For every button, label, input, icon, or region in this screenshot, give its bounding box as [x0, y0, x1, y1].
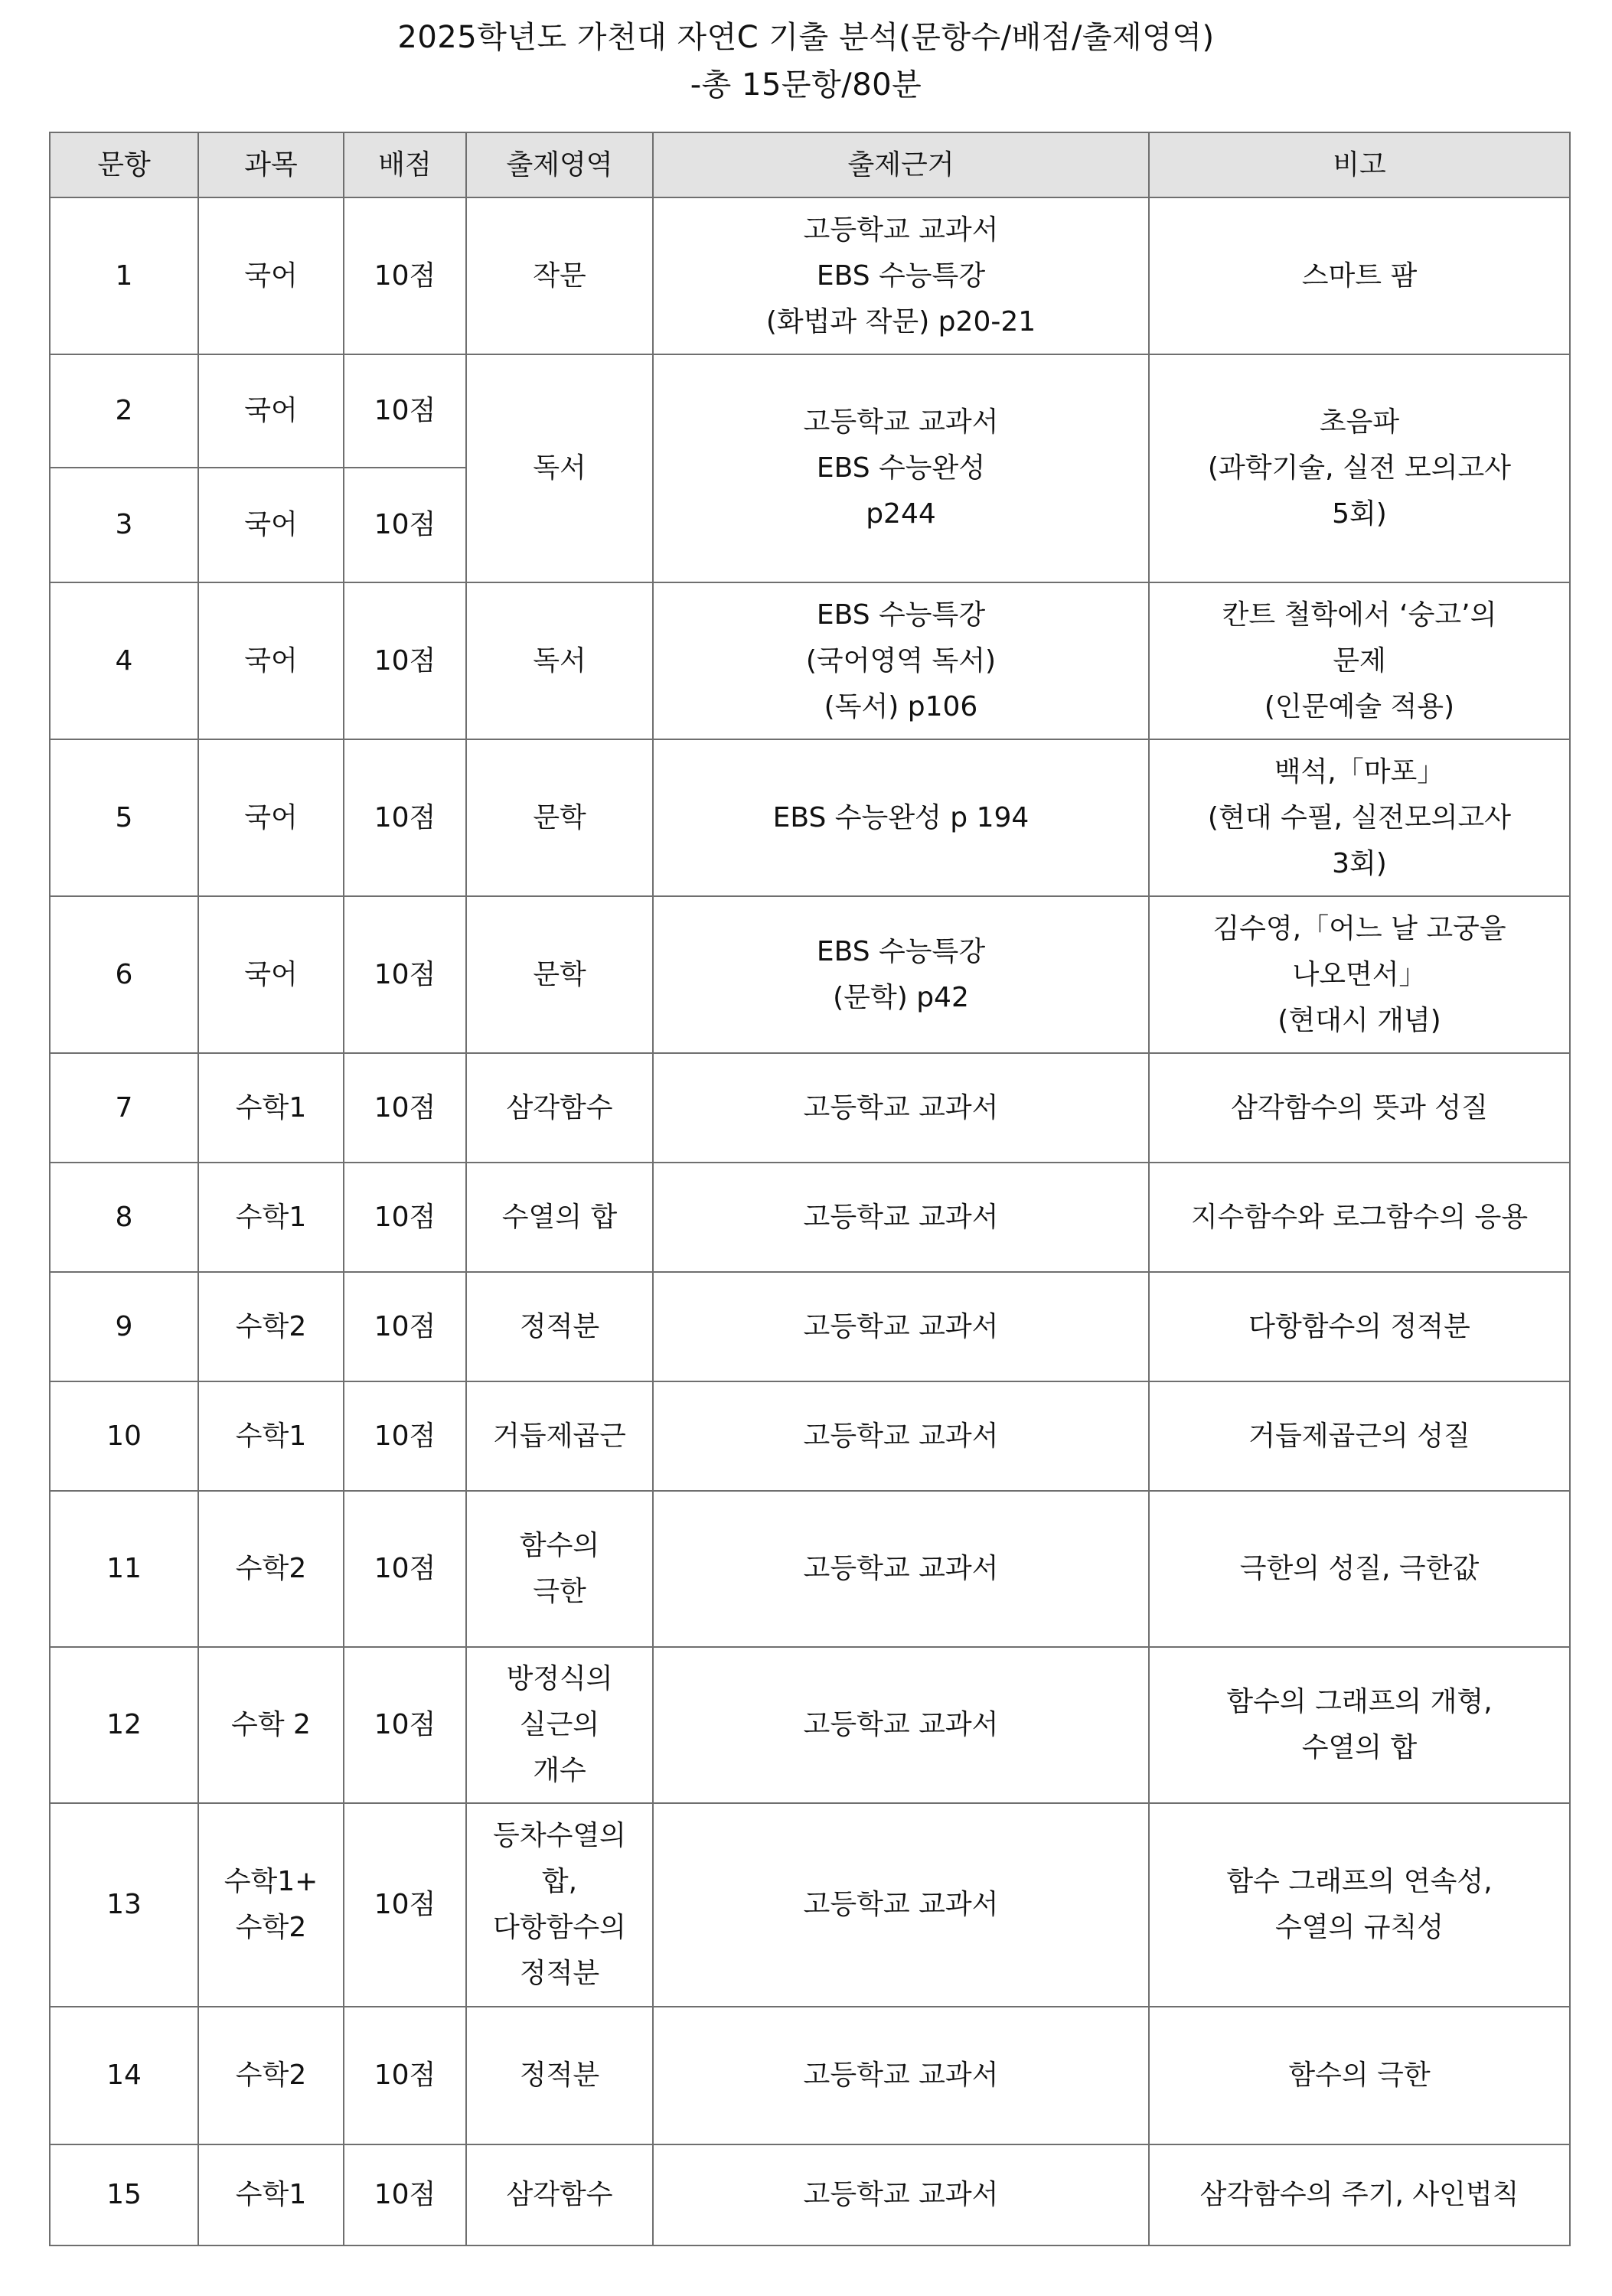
cell-no: 5: [50, 739, 198, 896]
cell-no: 13: [50, 1803, 198, 2007]
cell-no: 15: [50, 2144, 198, 2245]
table-row: [50, 1381, 1570, 1491]
cell-area: 문학: [466, 896, 653, 1053]
cell-area: 수열의 합: [466, 1163, 653, 1272]
cell-note: 초음파 (과학기술, 실전 모의고사 5회): [1149, 354, 1570, 582]
cell-no: 10: [50, 1381, 198, 1491]
cell-area: 독서: [466, 354, 653, 582]
cell-subject: 수학1: [198, 2144, 344, 2245]
cell-score: 10점: [344, 197, 466, 354]
cell-area: 삼각함수: [466, 1053, 653, 1163]
cell-basis: 고등학교 교과서: [653, 1381, 1149, 1491]
cell-subject: 수학 2: [198, 1647, 344, 1803]
table-row: [50, 1647, 1570, 1803]
cell-basis: 고등학교 교과서: [653, 1491, 1149, 1647]
cell-score: 10점: [344, 1163, 466, 1272]
cell-subject: 수학1+ 수학2: [198, 1803, 344, 2007]
cell-score: 10점: [344, 739, 466, 896]
table-row: [50, 1272, 1570, 1381]
cell-no: 8: [50, 1163, 198, 1272]
cell-subject: 국어: [198, 468, 344, 582]
cell-no: 14: [50, 2007, 198, 2144]
cell-no: 6: [50, 896, 198, 1053]
cell-no: 7: [50, 1053, 198, 1163]
cell-area: 함수의 극한: [466, 1491, 653, 1647]
cell-note: 다항함수의 정적분: [1149, 1272, 1570, 1381]
cell-no: 4: [50, 582, 198, 739]
table-row: [50, 354, 1570, 468]
cell-no: 1: [50, 197, 198, 354]
cell-note: 백석,「마포」 (현대 수필, 실전모의고사 3회): [1149, 739, 1570, 896]
page-subtitle: -총 15문항/80분: [690, 67, 922, 103]
cell-subject: 수학1: [198, 1381, 344, 1491]
table-row: [50, 582, 1570, 739]
cell-basis: 고등학교 교과서: [653, 2144, 1149, 2245]
cell-area: 문학: [466, 739, 653, 896]
cell-note: 함수 그래프의 연속성, 수열의 규칙성: [1149, 1803, 1570, 2007]
table-row: [50, 1491, 1570, 1647]
cell-note: 스마트 팜: [1149, 197, 1570, 354]
cell-note: 삼각함수의 주기, 사인법칙: [1149, 2144, 1570, 2245]
cell-subject: 국어: [198, 354, 344, 468]
cell-basis: 고등학교 교과서: [653, 1053, 1149, 1163]
cell-no: 9: [50, 1272, 198, 1381]
cell-subject: 수학1: [198, 1163, 344, 1272]
cell-area: 정적분: [466, 2007, 653, 2144]
cell-no: 3: [50, 468, 198, 582]
cell-basis: 고등학교 교과서 EBS 수능특강 (화법과 작문) p20-21: [653, 197, 1149, 354]
table-row: [50, 739, 1570, 896]
cell-score: 10점: [344, 582, 466, 739]
cell-note: 칸트 철학에서 ‘숭고’의 문제 (인문예술 적용): [1149, 582, 1570, 739]
cell-basis: 고등학교 교과서: [653, 1647, 1149, 1803]
table-header-row: [50, 132, 1570, 197]
cell-subject: 국어: [198, 197, 344, 354]
cell-note: 함수의 극한: [1149, 2007, 1570, 2144]
cell-basis: 고등학교 교과서 EBS 수능완성 p244: [653, 354, 1149, 582]
page-title: 2025학년도 가천대 자연C 기출 분석(문항수/배점/출제영역): [397, 20, 1215, 55]
analysis-table: [49, 132, 1571, 2246]
column-header-basis: 출제근거: [653, 132, 1149, 197]
cell-area: 작문: [466, 197, 653, 354]
cell-subject: 국어: [198, 896, 344, 1053]
cell-subject: 수학2: [198, 1272, 344, 1381]
cell-subject: 국어: [198, 582, 344, 739]
table-row: [50, 896, 1570, 1053]
cell-note: 지수함수와 로그함수의 응용: [1149, 1163, 1570, 1272]
column-header-no: 문항: [50, 132, 198, 197]
cell-subject: 수학2: [198, 2007, 344, 2144]
cell-area: 거듭제곱근: [466, 1381, 653, 1491]
column-header-area: 출제영역: [466, 132, 653, 197]
cell-score: 10점: [344, 1053, 466, 1163]
column-header-note: 비고: [1149, 132, 1570, 197]
cell-no: 11: [50, 1491, 198, 1647]
cell-basis: 고등학교 교과서: [653, 1163, 1149, 1272]
column-header-score: 배점: [344, 132, 466, 197]
cell-score: 10점: [344, 1272, 466, 1381]
cell-score: 10점: [344, 354, 466, 468]
table-row: [50, 197, 1570, 354]
cell-score: 10점: [344, 1381, 466, 1491]
cell-score: 10점: [344, 1647, 466, 1803]
cell-score: 10점: [344, 896, 466, 1053]
cell-area: 방정식의 실근의 개수: [466, 1647, 653, 1803]
table-row: [50, 1803, 1570, 2007]
cell-score: 10점: [344, 2144, 466, 2245]
cell-basis: 고등학교 교과서: [653, 2007, 1149, 2144]
cell-note: 극한의 성질, 극한값: [1149, 1491, 1570, 1647]
table-row: [50, 1053, 1570, 1163]
cell-no: 12: [50, 1647, 198, 1803]
table-row: [50, 1163, 1570, 1272]
cell-score: 10점: [344, 2007, 466, 2144]
table-row: [50, 2144, 1570, 2245]
cell-area: 독서: [466, 582, 653, 739]
cell-basis: EBS 수능특강 (국어영역 독서) (독서) p106: [653, 582, 1149, 739]
cell-basis: 고등학교 교과서: [653, 1272, 1149, 1381]
cell-subject: 수학2: [198, 1491, 344, 1647]
cell-subject: 국어: [198, 739, 344, 896]
cell-note: 김수영,「어느 날 고궁을 나오면서」 (현대시 개념): [1149, 896, 1570, 1053]
table-row: [50, 2007, 1570, 2144]
cell-basis: 고등학교 교과서: [653, 1803, 1149, 2007]
cell-area: 등차수열의 합, 다항함수의 정적분: [466, 1803, 653, 2007]
cell-area: 정적분: [466, 1272, 653, 1381]
cell-area: 삼각함수: [466, 2144, 653, 2245]
cell-score: 10점: [344, 1491, 466, 1647]
cell-note: 함수의 그래프의 개형, 수열의 합: [1149, 1647, 1570, 1803]
cell-note: 삼각함수의 뜻과 성질: [1149, 1053, 1570, 1163]
cell-no: 2: [50, 354, 198, 468]
column-header-subject: 과목: [198, 132, 344, 197]
cell-note: 거듭제곱근의 성질: [1149, 1381, 1570, 1491]
cell-basis: EBS 수능특강 (문학) p42: [653, 896, 1149, 1053]
cell-subject: 수학1: [198, 1053, 344, 1163]
cell-basis: EBS 수능완성 p 194: [653, 739, 1149, 896]
cell-score: 10점: [344, 1803, 466, 2007]
cell-score: 10점: [344, 468, 466, 582]
